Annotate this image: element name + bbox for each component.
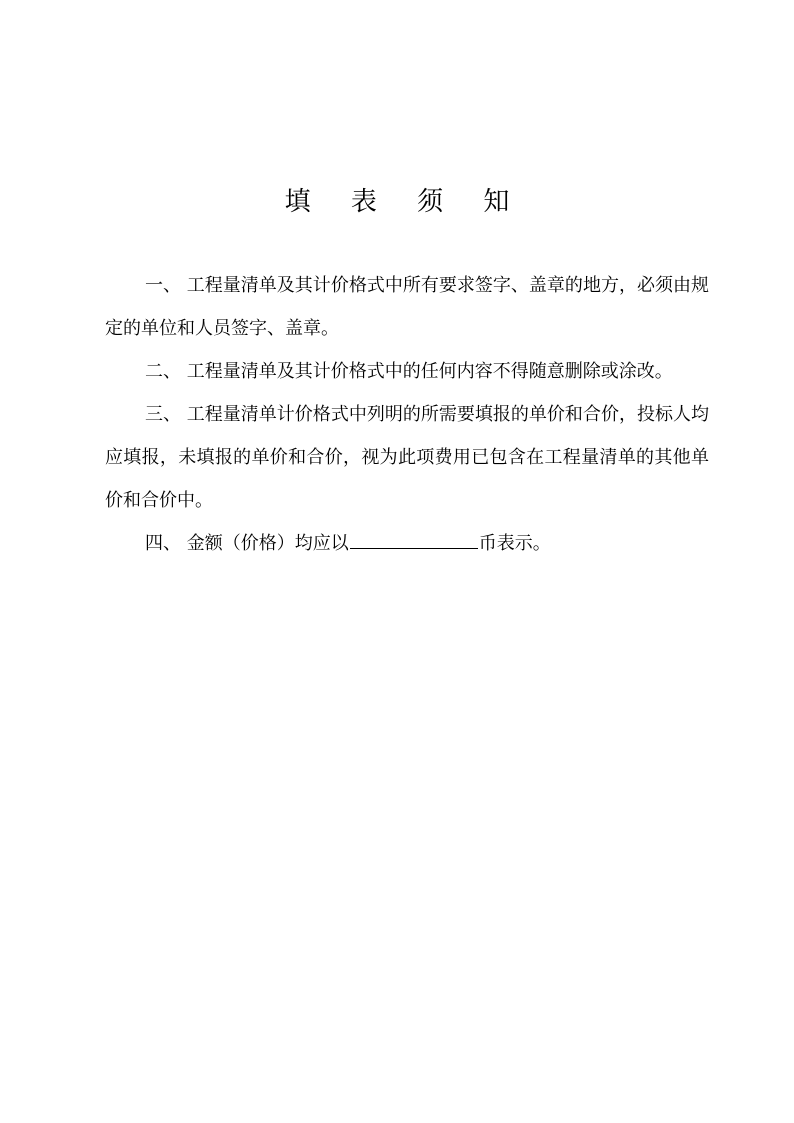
currency-blank: [350, 528, 478, 549]
instruction-item-3: 三、 工程量清单计价格式中列明的所需要填报的单价和合价，投标人均应填报，未填报的单价和合价，视为此项费用已包含在工程量清单的其他单价和合价中。: [105, 404, 709, 511]
instruction-item-4-after: 币表示。: [478, 533, 551, 554]
instruction-item-4-before: 四、 金额（价格）均应以: [145, 533, 349, 554]
instructions-body: [105, 264, 709, 565]
instruction-item-2: 二、 工程量清单及其计价格式中的任何内容不得随意删除或涂改。: [145, 361, 673, 382]
instruction-item-4: [105, 522, 709, 565]
instruction-item-1: 一、 工程量清单及其计价格式中所有要求签字、盖章的地方，必须由规定的单位和人员签字、盖章。: [105, 275, 709, 339]
page-title: 填 表 须 知: [284, 187, 526, 217]
